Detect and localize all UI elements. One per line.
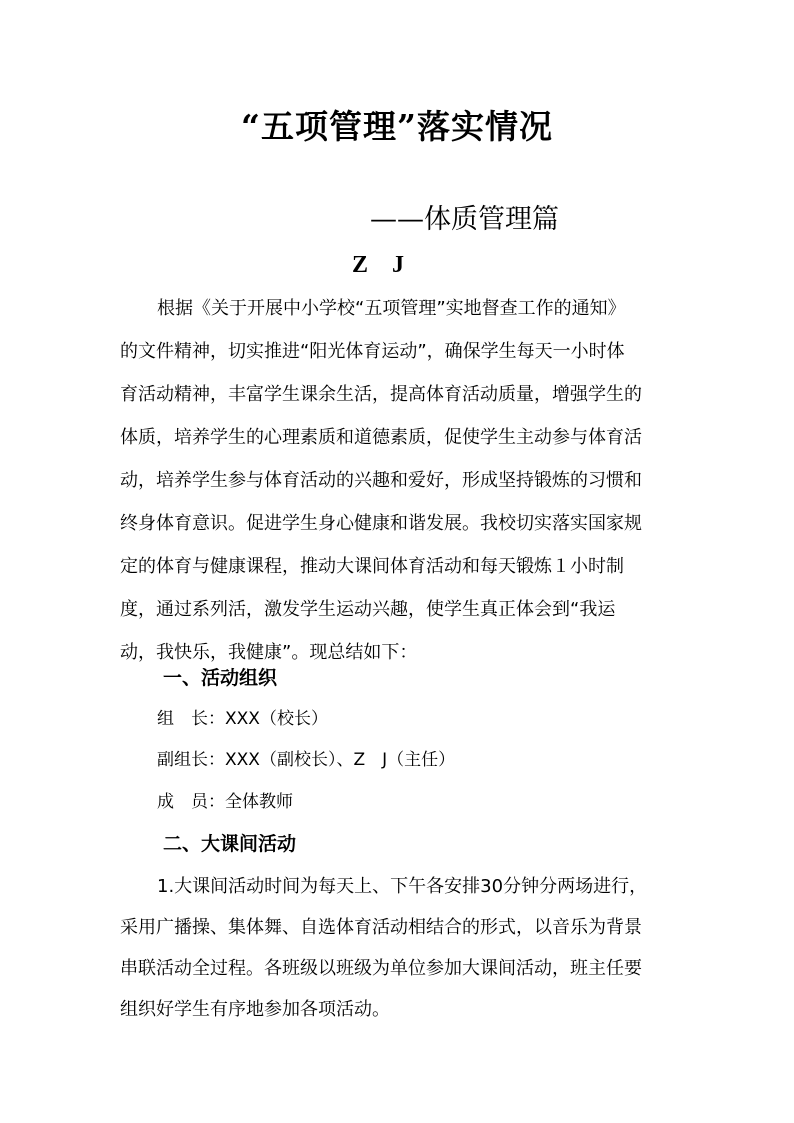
paragraph-line: 组织好学生有序地参加各项活动。 bbox=[120, 999, 390, 1020]
intro-line: 终身体育意识。促进学生身心健康和谐发展。我校切实落实国家规 bbox=[120, 513, 642, 534]
document-title: “五项管理”落实情况 bbox=[241, 107, 553, 146]
document-subtitle: ——体质管理篇 bbox=[370, 204, 559, 235]
intro-line: 根据《关于开展中小学校“五项管理”实地督查工作的通知》 bbox=[157, 298, 626, 319]
intro-line: 度，通过系列活，激发学生运动兴趣，使学生真正体会到“我运 bbox=[120, 599, 616, 620]
member-leader: 组 长：XXX（校长） bbox=[157, 709, 328, 729]
paragraph-line: 1.大课间活动时间为每天上、下午各安排30分钟分两场进行， bbox=[157, 876, 648, 897]
intro-line: 育活动精神，丰富学生课余生活，提高体育活动质量，增强学生的 bbox=[120, 384, 642, 405]
intro-line: 定的体育与健康课程，推动大课间体育活动和每天锻炼１小时制 bbox=[120, 556, 624, 577]
section-heading-recess-activity: 二、大课间活动 bbox=[163, 833, 297, 855]
paragraph-line: 串联活动全过程。各班级以班级为单位参加大课间活动，班主任要 bbox=[120, 958, 642, 979]
intro-line: 动，培养学生参与体育活动的兴趣和爱好，形成坚持锻炼的习惯和 bbox=[120, 470, 642, 491]
intro-line: 的文件精神，切实推进“阳光体育运动”，确保学生每天一小时体 bbox=[120, 341, 625, 362]
paragraph-line: 采用广播操、集体舞、自选体育活动相结合的形式，以音乐为背景 bbox=[120, 917, 642, 938]
intro-line: 动，我快乐，我健康”。现总结如下： bbox=[120, 642, 418, 663]
intro-line: 体质，培养学生的心理素质和道德素质，促使学生主动参与体育活 bbox=[120, 427, 642, 448]
section-heading-organization: 一、活动组织 bbox=[163, 667, 278, 689]
intro-paragraph bbox=[120, 287, 668, 674]
member-staff: 成 员：全体教师 bbox=[157, 792, 293, 812]
author-initials: Z J bbox=[352, 252, 405, 278]
member-deputy-leader: 副组长：XXX（副校长）、Z J（主任） bbox=[157, 750, 456, 770]
recess-activity-paragraph bbox=[120, 866, 668, 1030]
